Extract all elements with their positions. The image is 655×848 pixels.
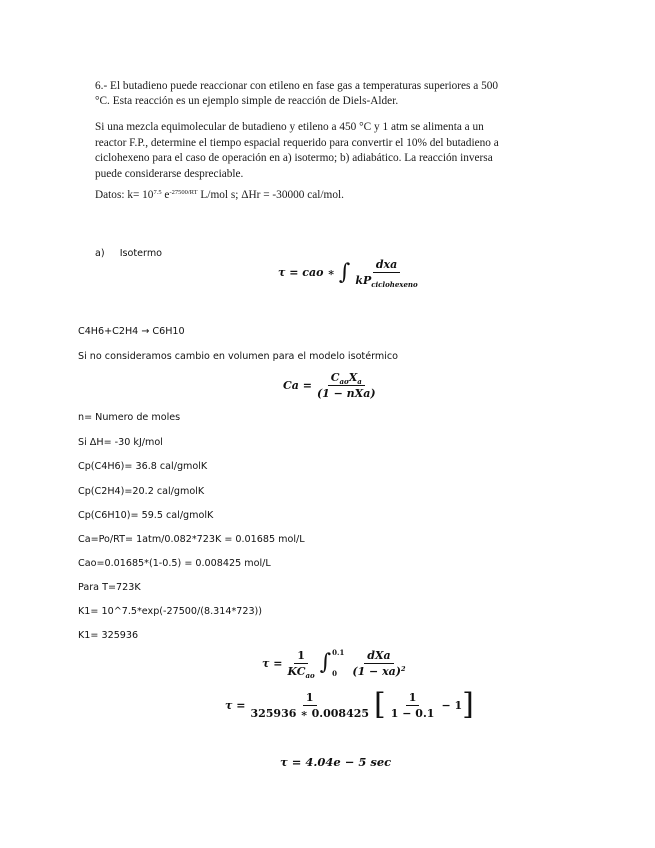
- eq-tau-den-sub: ciclohexeno: [371, 280, 418, 290]
- eq-tau2-integrand: [349, 649, 408, 678]
- eq-tau2-den-main: KC: [287, 664, 306, 678]
- equation-tau-definite-integral: [262, 648, 411, 678]
- datos-prefix: Datos: k= 10: [95, 189, 154, 201]
- integral-sign: ∫: [338, 259, 351, 285]
- eq-tau2-integrand-num: dXa: [364, 649, 393, 664]
- eq-tau-den-main: kP: [355, 274, 372, 287]
- eq-ca-num-main: C: [330, 371, 340, 384]
- left-bracket: [: [374, 687, 386, 722]
- section-a-heading: [95, 248, 162, 259]
- eq-tau2-int-den-exp: 2: [400, 664, 406, 673]
- right-bracket: ]: [462, 687, 474, 722]
- integral-sign-definite: ∫: [319, 650, 332, 675]
- eq-ca-num-x: X: [348, 371, 358, 384]
- eq-tau2-den-sub: ao: [305, 670, 315, 680]
- eq-tau2-num: 1: [294, 649, 308, 664]
- eq-ca-num-xsub: a: [357, 377, 362, 387]
- eq-ca-fraction: [314, 371, 379, 400]
- eq-tau3-minus-one: − 1: [441, 698, 463, 712]
- eq-tau2-den: [284, 664, 317, 678]
- eq-ca-lhs: Ca =: [283, 379, 312, 392]
- eq-tau3-num: 1: [303, 691, 317, 706]
- eq-tau2-lhs: τ =: [262, 656, 283, 670]
- line-cao: Cao=0.01685*(1-0.5) = 0.008425 mol/L: [78, 558, 271, 569]
- section-a-label: a): [95, 248, 105, 259]
- line-cp-c6h10: Cp(C6H10)= 59.5 cal/gmolK: [78, 510, 214, 521]
- result-equation: τ = 4.04e − 5 sec: [280, 755, 392, 769]
- eq-tau3-coefficient: [247, 691, 372, 720]
- equation-tau-numeric: [225, 687, 474, 722]
- datos-exp1: 7.5: [153, 189, 162, 196]
- equation-ca: [283, 371, 381, 400]
- eq-tau3-inner-num: 1: [406, 691, 420, 706]
- eq-tau2-integrand-den: [349, 664, 408, 678]
- line-cp-c2h4: Cp(C2H4)=20.2 cal/gmolK: [78, 486, 205, 497]
- line-moles: n= Numero de moles: [78, 412, 181, 423]
- line-ca: Ca=Po/RT= 1atm/0.082*723K = 0.01685 mol/L: [78, 534, 305, 545]
- integral-lower-limit: 0: [332, 669, 338, 678]
- datos-suffix: L/mol s; ΔHr = -30000 cal/mol.: [197, 189, 344, 201]
- section-a-title: Isotermo: [119, 248, 163, 259]
- problem-line-2: °C. Esta reacción es un ejemplo simple de reacción de Diels-Alder.: [95, 95, 399, 107]
- eq-tau-numerator: dxa: [373, 258, 400, 273]
- integral-upper-limit: 0.1: [332, 648, 345, 657]
- eq-tau-lhs: τ = cao ∗: [278, 266, 335, 279]
- line-temperature: Para T=723K: [78, 582, 141, 593]
- integral-limits: [332, 648, 344, 678]
- eq-ca-denominator: (1 − nXa): [316, 387, 376, 400]
- line-k1-formula: K1= 10^7.5*exp(-27500/(8.314*723)): [78, 606, 263, 617]
- reaction-equation: C4H6+C2H4 → C6H10: [78, 326, 185, 337]
- problem-datos: [95, 188, 344, 204]
- eq-tau3-inner-den: 1 − 0.1: [390, 706, 435, 720]
- eq-tau-denominator: [352, 273, 420, 290]
- eq-tau3-inner-fraction: [388, 691, 438, 720]
- eq-tau2-coefficient: [284, 649, 317, 678]
- problem-line-1: 6.- El butadieno puede reaccionar con etileno en fase gas a temperaturas superiores a 500: [95, 80, 499, 92]
- datos-exp2: -27500/RT: [169, 189, 198, 196]
- eq-ca-numerator: [328, 371, 365, 386]
- eq-tau3-den: 325936 ∗ 0.008425: [250, 706, 370, 720]
- line-k1-value: K1= 325936: [78, 630, 139, 641]
- line-cp-c4h6: Cp(C4H6)= 36.8 cal/gmolK: [78, 461, 208, 472]
- datos-e: e: [161, 189, 170, 201]
- eq-tau2-int-den-base: (1 − xa): [352, 664, 401, 678]
- equation-tau-integral: [278, 258, 423, 290]
- problem-paragraph: Si una mezcla equimolecular de butadieno y etileno a 450 °C y 1 atm se alimenta a un reactor F.P., determine el tiempo espacial requerido para convertir el 10% del butadieno a ciclohexeno para el caso de operación en a) isotermo; b) adiabático. La reacción inversa puede considerarse despreciable.: [95, 121, 499, 180]
- eq-tau-fraction: [352, 258, 420, 290]
- eq-ca-num-sub: ao: [339, 377, 349, 387]
- eq-tau3-lhs: τ =: [225, 698, 246, 712]
- assumption-text: Si no consideramos cambio en volumen para el modelo isotérmico: [78, 351, 399, 362]
- line-delta-h: Si ΔH= -30 kJ/mol: [78, 437, 163, 448]
